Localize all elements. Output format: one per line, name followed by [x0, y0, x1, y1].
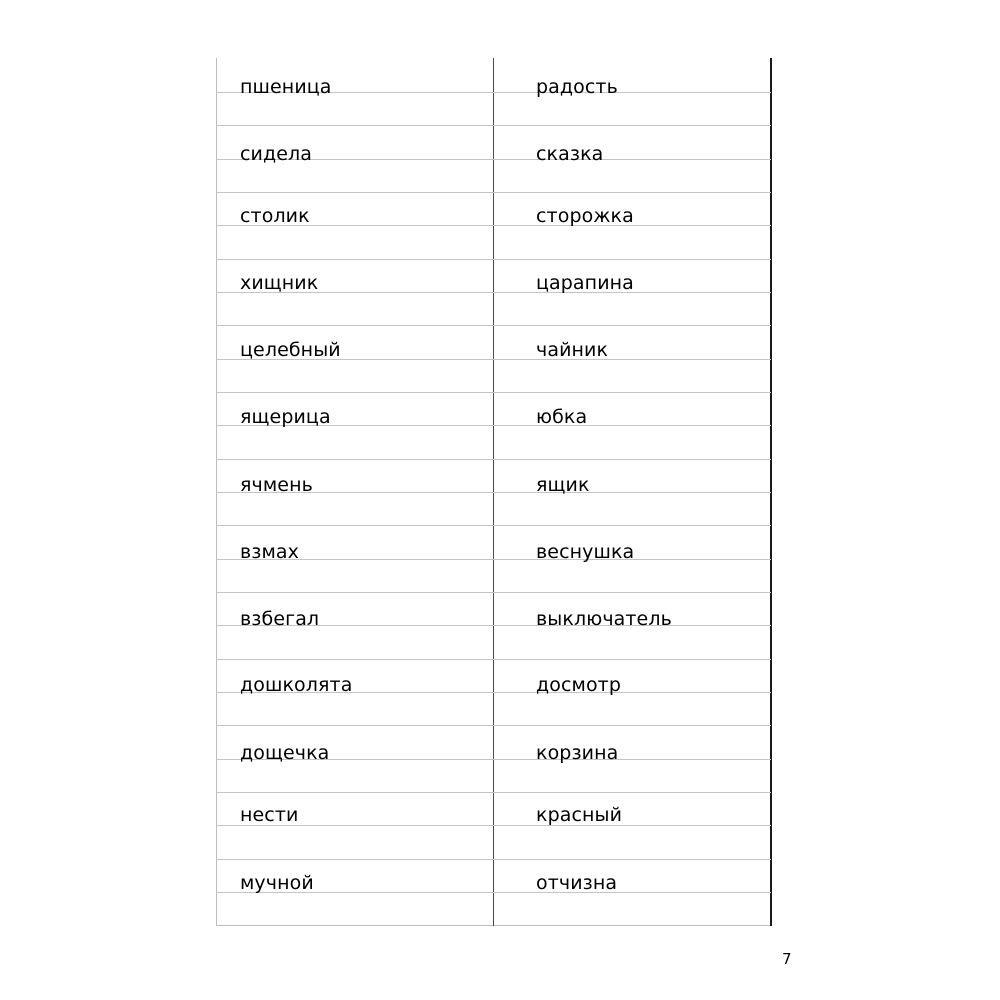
- table-bottom-border: [216, 925, 772, 926]
- word-right-8: веснушка: [536, 541, 635, 563]
- ruled-line: [216, 825, 771, 826]
- ruled-line: [216, 659, 771, 660]
- word-right-13: отчизна: [536, 872, 618, 894]
- ruled-line: [216, 859, 771, 860]
- word-left-1: пшеница: [240, 76, 332, 98]
- word-left-12: нести: [240, 804, 299, 826]
- word-right-10: досмотр: [536, 674, 621, 696]
- ruled-line: [216, 392, 771, 393]
- page-number: 7: [782, 950, 792, 968]
- ruled-line: [216, 559, 771, 560]
- ruled-line: [216, 459, 771, 460]
- word-right-4: царапина: [536, 272, 634, 294]
- word-right-9: выключатель: [536, 608, 672, 630]
- ruled-line: [216, 259, 771, 260]
- word-table: [216, 58, 771, 926]
- ruled-line: [216, 525, 771, 526]
- word-right-6: юбка: [536, 406, 588, 428]
- word-right-3: сторожка: [536, 205, 634, 227]
- word-left-11: дощечка: [240, 742, 330, 764]
- word-right-11: корзина: [536, 742, 619, 764]
- word-right-7: ящик: [536, 474, 590, 496]
- word-right-12: красный: [536, 804, 623, 826]
- word-left-2: сидела: [240, 143, 313, 165]
- word-right-5: чайник: [536, 339, 609, 361]
- ruled-line: [216, 725, 771, 726]
- word-right-1: радость: [536, 76, 618, 98]
- word-left-9: взбегал: [240, 608, 320, 630]
- word-left-3: столик: [240, 205, 310, 227]
- word-left-4: хищник: [240, 272, 319, 294]
- word-left-10: дошколята: [240, 674, 353, 696]
- word-left-5: целебный: [240, 339, 341, 361]
- ruled-line: [216, 792, 771, 793]
- ruled-line: [216, 325, 771, 326]
- ruled-line: [216, 125, 771, 126]
- ruled-line: [216, 592, 771, 593]
- word-left-13: мучной: [240, 872, 314, 894]
- ruled-line: [216, 192, 771, 193]
- word-right-2: сказка: [536, 143, 604, 165]
- word-left-6: ящерица: [240, 406, 331, 428]
- word-left-8: взмах: [240, 541, 300, 563]
- word-left-7: ячмень: [240, 474, 313, 496]
